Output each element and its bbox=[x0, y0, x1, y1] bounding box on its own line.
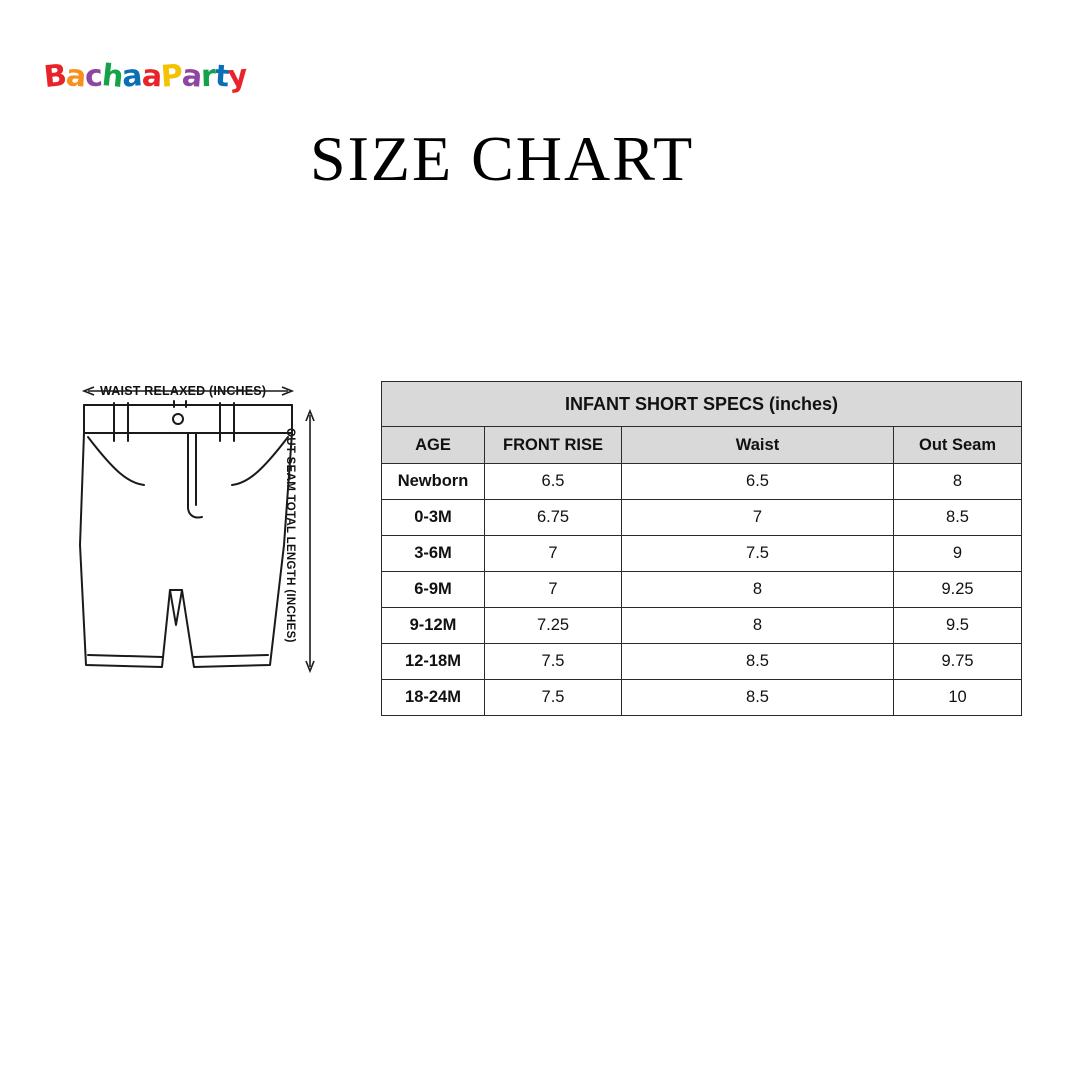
cell-front-rise: 6.5 bbox=[485, 464, 622, 500]
column-header-waist: Waist bbox=[622, 427, 894, 464]
logo-letter: a bbox=[140, 58, 162, 95]
cell-age: Newborn bbox=[382, 464, 485, 500]
cell-waist: 8.5 bbox=[622, 680, 894, 716]
cell-front-rise: 6.75 bbox=[485, 500, 622, 536]
logo-letter: y bbox=[226, 58, 249, 95]
cell-out-seam: 9.5 bbox=[894, 608, 1022, 644]
cell-age: 9-12M bbox=[382, 608, 485, 644]
logo-letter: r bbox=[200, 58, 216, 95]
table-row bbox=[382, 608, 1022, 644]
table-title-row bbox=[382, 382, 1022, 427]
cell-out-seam: 9.25 bbox=[894, 572, 1022, 608]
cell-out-seam: 8.5 bbox=[894, 500, 1022, 536]
logo-letter: P bbox=[159, 58, 183, 95]
cell-out-seam: 9 bbox=[894, 536, 1022, 572]
size-chart-table bbox=[381, 381, 1022, 716]
cell-waist: 7.5 bbox=[622, 536, 894, 572]
cell-out-seam: 8 bbox=[894, 464, 1022, 500]
cell-waist: 6.5 bbox=[622, 464, 894, 500]
cell-age: 3-6M bbox=[382, 536, 485, 572]
cell-age: 12-18M bbox=[382, 644, 485, 680]
logo-letter: a bbox=[120, 58, 143, 95]
cell-waist: 8 bbox=[622, 608, 894, 644]
cell-waist: 7 bbox=[622, 500, 894, 536]
cell-front-rise: 7.25 bbox=[485, 608, 622, 644]
cell-front-rise: 7.5 bbox=[485, 680, 622, 716]
logo-letter: a bbox=[64, 58, 87, 95]
logo-letter: h bbox=[100, 58, 125, 95]
cell-front-rise: 7 bbox=[485, 572, 622, 608]
column-header-out-seam: Out Seam bbox=[894, 427, 1022, 464]
column-header-front-rise: FRONT RISE bbox=[485, 427, 622, 464]
column-header-age: AGE bbox=[382, 427, 485, 464]
cell-age: 0-3M bbox=[382, 500, 485, 536]
cell-front-rise: 7 bbox=[485, 536, 622, 572]
table-row bbox=[382, 500, 1022, 536]
cell-waist: 8 bbox=[622, 572, 894, 608]
cell-out-seam: 10 bbox=[894, 680, 1022, 716]
table-row bbox=[382, 464, 1022, 500]
waist-measurement-label: WAIST RELAXED (INCHES) bbox=[100, 384, 267, 398]
cell-age: 6-9M bbox=[382, 572, 485, 608]
table-row bbox=[382, 536, 1022, 572]
page-title: SIZE CHART bbox=[310, 123, 695, 194]
cell-waist: 8.5 bbox=[622, 644, 894, 680]
table-row bbox=[382, 572, 1022, 608]
table-header-row bbox=[382, 427, 1022, 464]
brand-logo-text bbox=[44, 46, 284, 108]
table-row bbox=[382, 644, 1022, 680]
logo-letter: a bbox=[180, 58, 203, 95]
logo-letter: t bbox=[213, 58, 230, 95]
logo-letter: B bbox=[42, 57, 68, 96]
cell-age: 18-24M bbox=[382, 680, 485, 716]
brand-logo bbox=[44, 46, 284, 108]
shorts-technical-drawing bbox=[70, 375, 360, 715]
cell-out-seam: 9.75 bbox=[894, 644, 1022, 680]
logo-letter: c bbox=[84, 58, 103, 95]
outseam-measurement-label: OUT SEAM TOTAL LENGTH (INCHES) bbox=[284, 428, 296, 643]
table-title: INFANT SHORT SPECS (inches) bbox=[382, 382, 1022, 427]
table-row bbox=[382, 680, 1022, 716]
cell-front-rise: 7.5 bbox=[485, 644, 622, 680]
